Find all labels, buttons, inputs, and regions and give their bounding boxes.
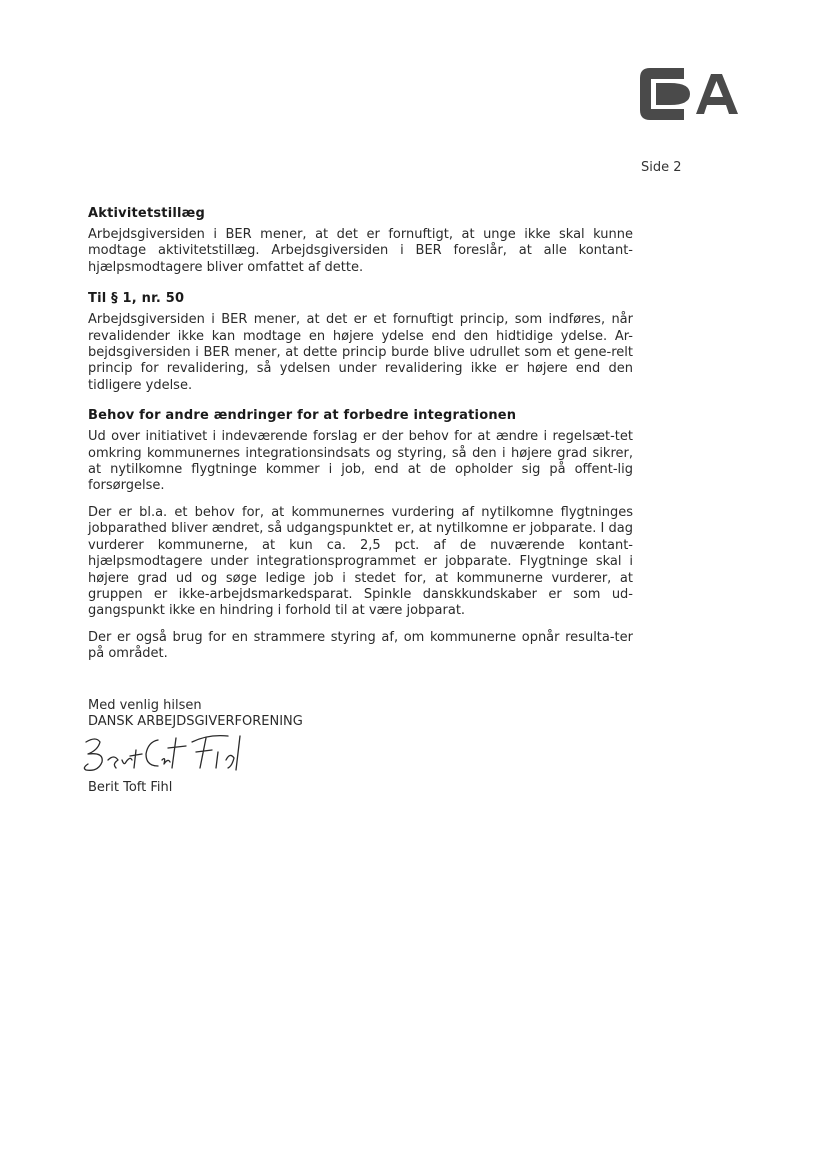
section-heading: Aktivitetstillæg (88, 206, 206, 221)
logo-d-shape (656, 83, 690, 105)
closing-organization: DANSK ARBEJDSGIVERFORENING (88, 714, 303, 729)
page-number: Side 2 (641, 160, 682, 175)
paragraph: Der er også brug for en strammere styring af, om kommunerne opnår resulta-ter på området. (88, 629, 633, 662)
logo-a-shape (696, 74, 738, 114)
section-heading: Til § 1, nr. 50 (88, 291, 185, 307)
paragraph: Arbejdsgiversiden i BER mener, at det er fornuftigt, at unge ikke skal kunne modtage aktivitetstillæg. Arbejdsgiversiden i BER foreslår, at alle kontant-hjælpsmodtagere bliver omfattet af dette. (88, 227, 633, 275)
section-til-paragraf-1-nr-50 (88, 291, 633, 394)
closing-greeting: Med venlig hilsen (88, 698, 202, 713)
signer-name: Berit Toft Fihl (88, 780, 173, 795)
closing-block (88, 698, 303, 730)
section-behov-for-andre-aendringer (88, 408, 633, 662)
section-aktivitetstillaeg (88, 206, 633, 276)
paragraph: Der er bl.a. et behov for, at kommunernes vurdering af nytilkomne flygtninges jobparathed bliver ændret, så udgangspunktet er, at nytilkomne er jobparate. I dag vurderer kommunerne, at kun ca. 2,5 pct. af de nuværende kontant-hjælpsmodtagere under integrationsprogrammet er jobparate. Flygtninge skal i højere grad ud og søge ledige job i stedet for, at kommunerne vurderer, at gruppen er ikke-arbejdsmarkedsparat. Spinkle danskkundskaber er som ud-gangspunkt ikke en hindring i forhold til at være jobparat. (88, 504, 633, 619)
letter-body (88, 206, 633, 673)
da-logo (640, 68, 750, 120)
paragraph: Arbejdsgiversiden i BER mener, at det er et fornuftigt princip, som indføres, når revalidender ikke kan modtage en højere ydelse end den hidtidige ydelse. Ar-bejdsgiversiden i BER mener, at dette princip burde blive udrullet som et gene-relt princip for revalidering, så ydelsen under revalidering ikke er højere end den tidligere ydelse. (88, 312, 633, 393)
section-heading: Behov for andre ændringer for at forbedre integrationen (88, 408, 517, 424)
paragraph: Ud over initiativet i indeværende forslag er der behov for at ændre i regelsæt-tet omkring kommunernes integrationsindsats og styring, så den i højere grad sikrer, at nytilkomne flygtninge kommer i job, end at de opholder sig på offent-lig forsørgelse. (88, 429, 633, 494)
handwritten-signature (78, 732, 248, 776)
